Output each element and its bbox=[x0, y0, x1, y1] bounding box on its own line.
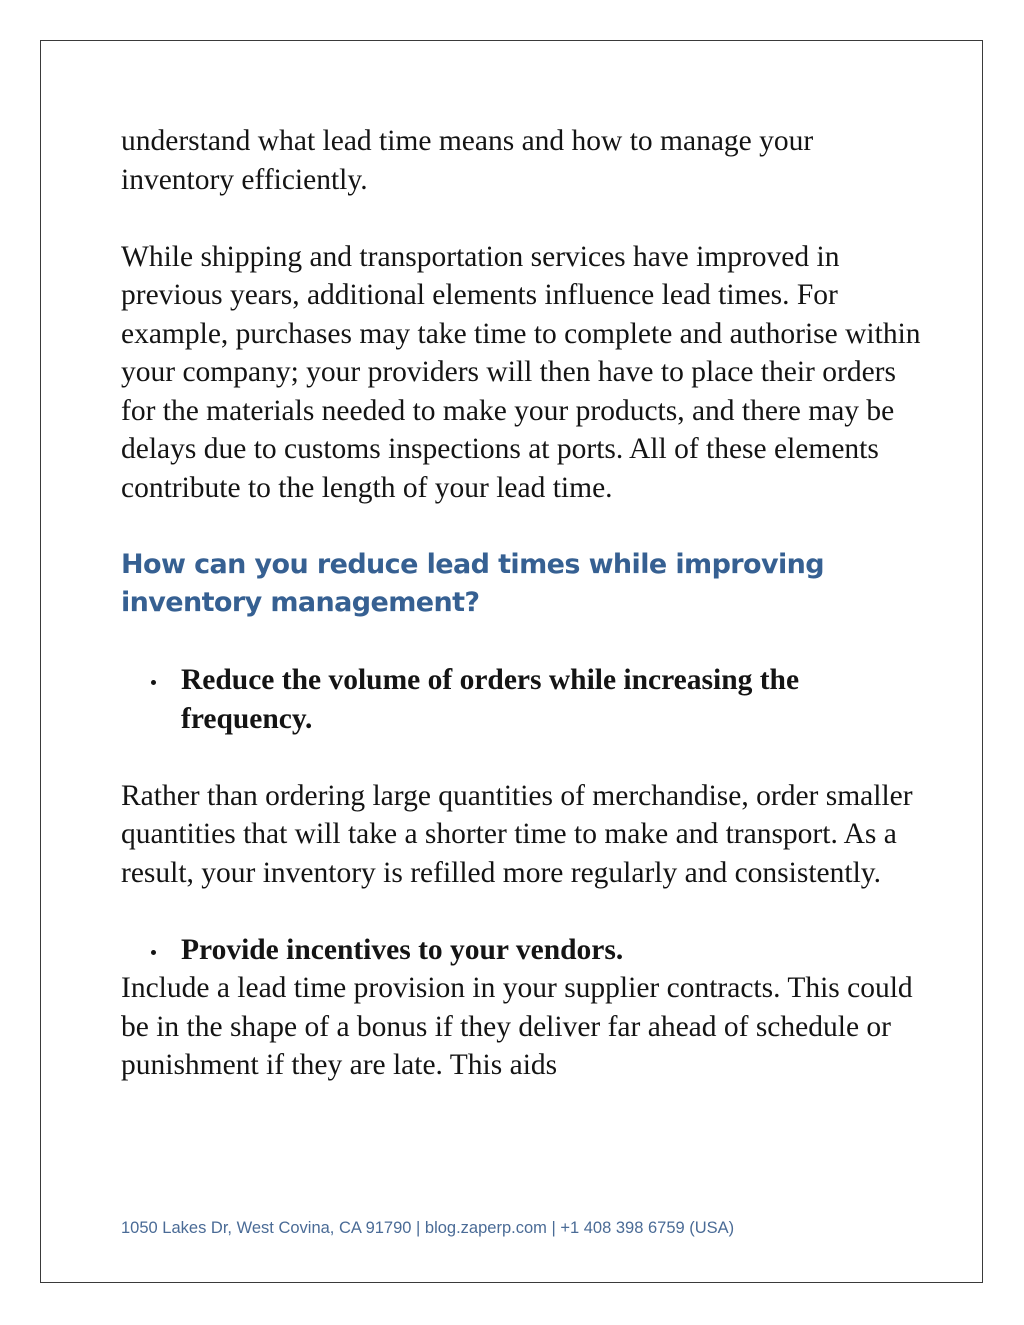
shipping-paragraph: While shipping and transportation services have improved in previous years, additional elements influence lead times. For example, purchases may take time to complete and authorise within your company; your providers will then have to place their orders for the materials needed to make your products, and there may be delays due to customs inspections at ports. All of these elements contribute to the length of your lead time. bbox=[121, 240, 921, 504]
bullet-title: Provide incentives to your vendors. bbox=[181, 933, 624, 966]
document-body bbox=[121, 122, 921, 1085]
spacer bbox=[121, 199, 921, 238]
bullet-paragraph: Rather than ordering large quantities of merchandise, order smaller quantities that will take a shorter time to make and transport. As a result, your inventory is refilled more regularly and consistently. bbox=[121, 779, 913, 889]
spacer bbox=[121, 623, 921, 662]
spacer bbox=[121, 507, 921, 546]
bullet-item bbox=[121, 661, 921, 738]
page-footer: 1050 Lakes Dr, West Covina, CA 91790 | blog.zaperp.com | +1 408 398 6759 (USA) bbox=[121, 1219, 735, 1237]
spacer bbox=[121, 738, 921, 777]
bullet-title: Reduce the volume of orders while increasing the frequency. bbox=[181, 664, 800, 735]
bullet-item bbox=[121, 931, 921, 970]
spacer bbox=[121, 892, 921, 931]
section-heading: How can you reduce lead times while improving inventory management? bbox=[121, 548, 824, 618]
intro-paragraph: understand what lead time means and how to manage your inventory efficiently. bbox=[121, 125, 814, 196]
bullet-paragraph: Include a lead time provision in your supplier contracts. This could be in the shape of a bonus if they deliver far ahead of schedule or punishment if they are late. This aids bbox=[121, 972, 913, 1081]
